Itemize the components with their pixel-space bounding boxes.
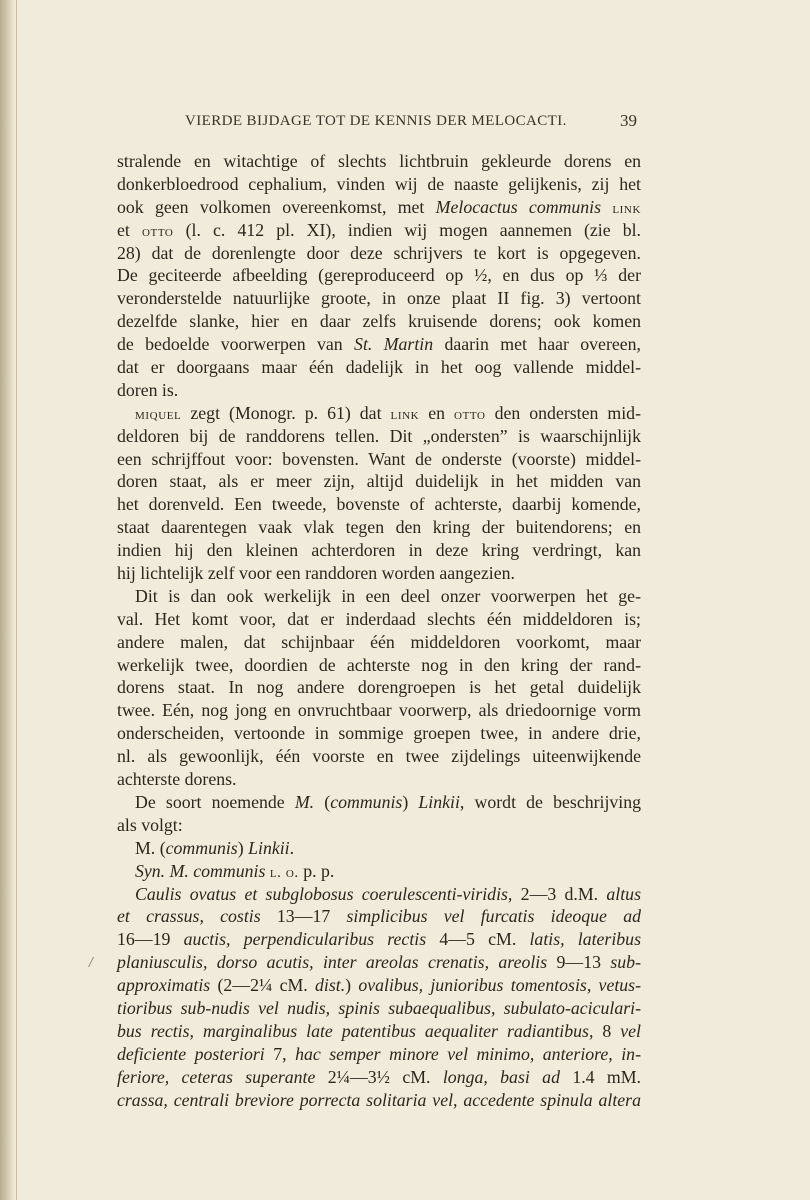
text-line	[117, 1089, 641, 1112]
text-line	[117, 425, 641, 448]
text-line	[117, 470, 641, 493]
text-line	[117, 883, 641, 906]
text-line	[117, 402, 641, 425]
text-segment: bus rectis, marginalibus late patentibus aequaliter radiantibus,	[117, 1020, 594, 1041]
text-line	[117, 997, 641, 1020]
text-line	[117, 814, 641, 837]
text-segment: deficiente posteriori	[117, 1043, 265, 1064]
text-line	[117, 585, 641, 608]
text-segment: p. p.	[298, 860, 335, 881]
text-segment: doren is.	[117, 379, 179, 400]
text-segment	[601, 197, 612, 217]
text-line	[117, 539, 641, 562]
text-segment: feriore, ceteras superante	[117, 1066, 316, 1087]
text-line	[117, 974, 641, 997]
running-title: VIERDE BIJDAGE TOT DE KENNIS DER MELOCACTI.	[185, 113, 567, 129]
text-segment: M.	[294, 791, 315, 812]
text-segment: link	[390, 406, 420, 423]
text-segment: stralende en witachtige of slechts lichtbruin gekleurde dorens en	[117, 151, 641, 171]
text-segment: val. Het komt voor, dat er inderdaad slechts één middeldoren is;	[117, 608, 641, 629]
text-segment: planiusculis, dorso acutis, inter areolas crenatis, areolis	[117, 952, 548, 973]
text-segment: l. o.	[269, 864, 299, 881]
text-segment: de bedoelde voorwerpen van	[117, 334, 355, 355]
text-line	[117, 860, 641, 883]
text-line	[117, 654, 641, 677]
page-number: 39	[620, 111, 637, 130]
text-line	[117, 745, 641, 768]
text-segment: 1.4 mM.	[559, 1066, 642, 1087]
book-spine-shadow	[0, 0, 14, 1200]
text-line	[117, 242, 641, 265]
page-header	[0, 113, 810, 137]
text-segment: dorens staat. In nog andere dorengroepen is het getal duidelijk	[117, 677, 641, 698]
text-segment: Melocactus communis	[435, 196, 602, 217]
text-segment: andere malen, dat schijnbaar één middeldoren voorkomt, maar	[117, 631, 641, 652]
text-segment: 2¼—3½ cM.	[315, 1066, 443, 1087]
text-line	[117, 333, 641, 356]
text-segment: crassa, centrali breviore porrecta solitaria vel, accedente spinula altera	[117, 1089, 641, 1110]
text-segment: 9—13	[547, 952, 611, 973]
text-segment: ovalibus, junioribus tomentosis, vetus-	[358, 975, 642, 996]
body-text	[117, 150, 641, 1111]
text-line	[117, 310, 641, 333]
text-segment: link	[612, 200, 641, 217]
text-segment: deldoren bij de randdorens tellen. Dit „ondersten” is waarschijnlijk	[117, 425, 641, 446]
text-segment: den ondersten mid-	[485, 402, 641, 423]
text-segment: De soort noemende	[135, 791, 295, 812]
text-segment: Dit is dan ook werkelijk in een deel onzer voorwerpen het ge-	[135, 585, 641, 606]
text-segment: (l. c. 412 pl. XI), indien wij mogen aannemen (zie bl.	[173, 219, 641, 240]
text-line	[117, 264, 641, 287]
text-line	[117, 905, 641, 928]
text-line	[117, 676, 641, 699]
text-line	[117, 951, 641, 974]
text-segment: sub-	[610, 952, 641, 973]
text-segment: altus	[606, 883, 641, 904]
text-line	[117, 150, 641, 173]
text-segment: simplicibus vel furcatis ideoque ad	[346, 906, 641, 927]
text-segment: en	[419, 402, 455, 423]
text-segment: een schrijffout voor: bovensten. Want de onderste (voorste) middel-	[117, 448, 641, 469]
text-segment: otto	[454, 406, 486, 423]
text-segment: latis, lateribus	[529, 929, 641, 950]
text-line	[117, 196, 641, 219]
text-segment: donkerbloedrood cephalium, vinden wij de naaste gelijkenis, zij het	[117, 173, 641, 194]
text-segment: (	[314, 791, 331, 812]
text-line	[117, 768, 641, 791]
text-line	[117, 356, 641, 379]
text-line	[117, 928, 641, 951]
text-line	[117, 379, 641, 402]
text-segment: 28) dat de dorenlengte door deze schrijvers te kort is opgegeven.	[117, 242, 641, 263]
text-segment: onderscheiden, vertoonde in sommige groepen twee, in andere drie,	[117, 723, 641, 744]
text-segment: nl. als gewoonlijk, één voorste en twee zijdelings uiteenwijkende	[117, 746, 641, 767]
text-segment: longa, basi ad	[442, 1066, 560, 1087]
text-segment: (2—2¼ cM.	[210, 975, 316, 996]
text-segment: M. (	[135, 837, 166, 858]
text-segment: Linkii	[248, 837, 290, 858]
text-line	[117, 837, 641, 860]
text-line	[117, 173, 641, 196]
text-segment: daarin met haar overeen,	[433, 334, 641, 355]
text-segment: hac semper minore vel minimo, anteriore, in-	[295, 1043, 641, 1064]
margin-mark: /	[89, 955, 94, 969]
text-segment: staat daarentegen vaak vlak tegen den kring der buitendorens; en	[117, 517, 641, 538]
text-segment: , wordt de beschrijving	[459, 791, 642, 812]
text-segment: hij lichtelijk zelf voor een randdoren worden aangezien.	[117, 563, 515, 584]
text-line	[117, 493, 641, 516]
text-segment: 16—19	[117, 929, 184, 950]
text-line	[117, 287, 641, 310]
text-line	[117, 1066, 641, 1089]
text-segment: vel	[620, 1020, 641, 1041]
text-segment: et	[117, 219, 142, 240]
text-segment: communis	[330, 791, 403, 812]
text-segment: werkelijk twee, doordien de achterste nog in den kring der rand-	[117, 654, 641, 675]
text-segment: ook geen volkomen overeenkomst, met	[117, 196, 436, 217]
text-line	[117, 608, 641, 631]
text-segment: dezelfde slanke, hier en daar zelfs kruisende dorens; ook komen	[117, 311, 641, 332]
text-segment: indien hij den kleinen achterdoren in deze kring verdringt, kan	[117, 540, 641, 561]
text-segment: het dorenveld. Een tweede, bovenste of achterste, daarbij komende,	[117, 494, 641, 515]
text-line	[117, 516, 641, 539]
text-line	[117, 448, 641, 471]
text-segment: auctis, perpendicularibus rectis	[183, 929, 427, 950]
text-segment: De geciteerde afbeelding (gereproduceerd op ½, en dus op ⅓ der	[117, 265, 641, 286]
text-segment: Caulis ovatus et subglobosus coerulescenti-viridis,	[135, 883, 513, 904]
text-segment: et crassus, costis	[117, 906, 261, 927]
text-segment: Linkii	[418, 791, 460, 812]
text-line	[117, 791, 641, 814]
text-segment: )	[345, 975, 359, 996]
text-line	[117, 219, 641, 242]
text-segment: dat er doorgaans maar één dadelijk in het oog vallende middel-	[117, 357, 641, 378]
text-segment: communis	[165, 837, 238, 858]
text-segment: 8	[593, 1020, 621, 1041]
text-segment: 2—3 d.M.	[512, 883, 607, 904]
text-segment: Syn. M. communis	[135, 860, 266, 881]
page-fold-line	[16, 0, 17, 1200]
text-segment: miquel	[135, 406, 182, 423]
text-segment: approximatis	[117, 975, 211, 996]
text-segment: otto	[141, 223, 174, 240]
text-segment: dist.	[315, 975, 346, 996]
text-segment: )	[237, 837, 249, 858]
text-segment: zegt (Monogr. p. 61) dat	[181, 402, 391, 423]
text-segment: als volgt:	[117, 814, 183, 835]
text-line	[117, 562, 641, 585]
text-segment: 7,	[264, 1043, 296, 1064]
text-segment: tioribus sub-nudis vel nudis, spinis subaequalibus, subulato-aciculari-	[117, 997, 641, 1018]
text-segment: St. Martin	[354, 334, 434, 355]
text-line	[117, 1020, 641, 1043]
text-segment: .	[289, 837, 295, 858]
text-segment: doren staat, als er meer zijn, altijd duidelijk in het midden van	[117, 471, 641, 492]
text-segment: achterste dorens.	[117, 769, 237, 790]
text-line	[117, 631, 641, 654]
text-segment: )	[402, 791, 419, 812]
text-segment: twee. Eén, nog jong en onvruchtbaar voorwerp, als driedoornige vorm	[117, 700, 641, 721]
text-segment: veronderstelde natuurlijke groote, in onze plaat II fig. 3) vertoont	[117, 288, 641, 309]
text-line	[117, 1043, 641, 1066]
text-line	[117, 699, 641, 722]
text-line	[117, 722, 641, 745]
text-segment: 4—5 cM.	[426, 929, 530, 950]
text-segment: 13—17	[260, 906, 347, 927]
